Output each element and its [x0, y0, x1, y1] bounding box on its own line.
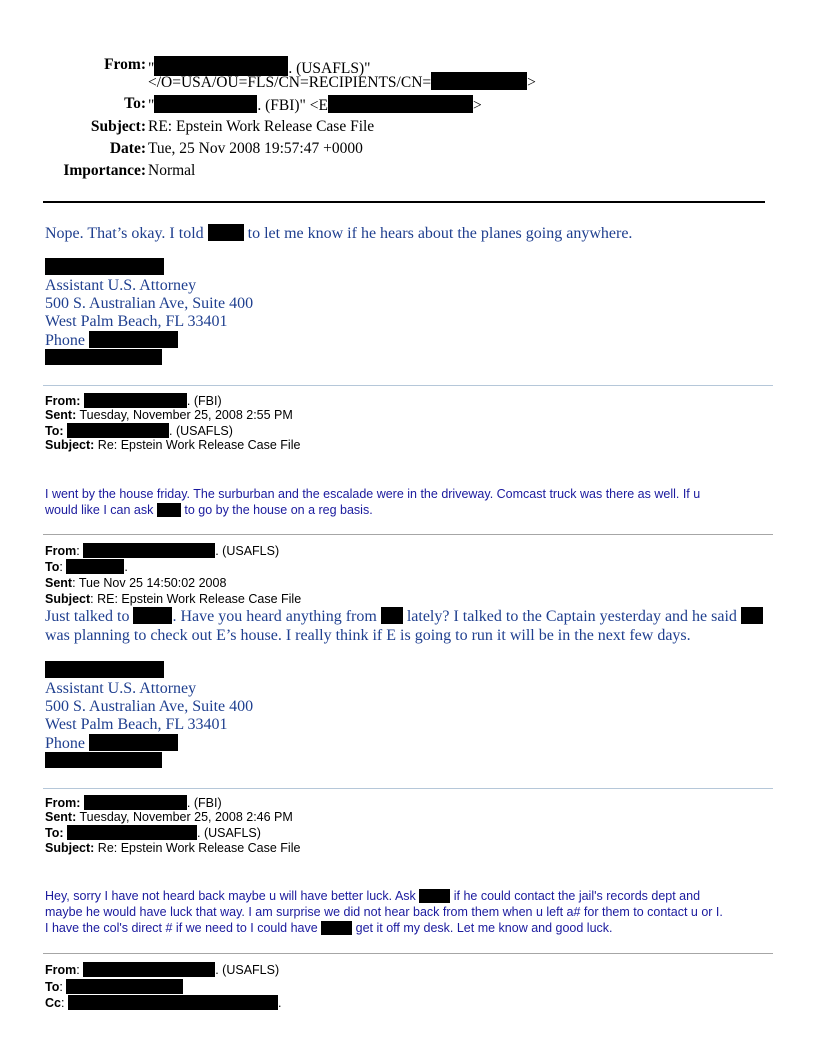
msg2-line-1: I went by the house friday. The surburban and the escalade were in the driveway. Comcast truck was there as well. If u [45, 487, 701, 501]
signature-address-line-2: West Palm Beach, FL 33401 [45, 716, 228, 733]
date-label: Date: [109, 140, 146, 157]
from-address: </O=USA/OU=FLS/CN=RECIPIENTS/CN= > [148, 74, 536, 91]
hdr3-sent: Sent: Tue Nov 25 14:50:02 2008 [45, 576, 227, 590]
redaction [67, 825, 197, 840]
redaction [157, 503, 181, 517]
msg3-line-1: Just talked to . Have you heard anything from lately? I talked to the Captain yesterday and he said [45, 607, 763, 626]
redaction [154, 95, 257, 113]
redaction [67, 423, 169, 438]
hdr5-from: From: . (USAFLS) [45, 963, 280, 977]
hdr4-subject: Subject: Re: Epstein Work Release Case File [45, 841, 301, 855]
hdr2-to: To: . (USAFLS) [45, 424, 233, 438]
redaction [45, 661, 164, 678]
hdr3-to: To: . [45, 560, 128, 574]
signature-address-line-1: 500 S. Australian Ave, Suite 400 [45, 295, 254, 312]
redaction [89, 331, 178, 348]
signature-title: Assistant U.S. Attorney [45, 277, 197, 294]
redaction [208, 224, 244, 241]
importance-label: Importance: [63, 162, 146, 179]
message-divider [43, 788, 773, 789]
msg3-line-2: was planning to check out E’s house. I really think if E is going to run it will be in the next few days. [45, 627, 691, 644]
redaction [66, 979, 183, 994]
msg4-line-3: I have the col's direct # if we need to I could have get it off my desk. Let me know and good luck. [45, 921, 613, 935]
signature-address-line-1: 500 S. Australian Ave, Suite 400 [45, 698, 254, 715]
hdr5-cc: Cc: . [45, 996, 282, 1010]
hdr4-sent: Sent: Tuesday, November 25, 2008 2:46 PM [45, 810, 293, 824]
redaction [45, 752, 162, 768]
header-divider [43, 201, 765, 203]
message-divider [43, 953, 773, 954]
to-value: " . (FBI)" <E > [148, 97, 482, 114]
signature-phone: Phone [45, 734, 178, 753]
signature-address-line-2: West Palm Beach, FL 33401 [45, 313, 228, 330]
hdr2-from: From: . (FBI) [45, 394, 222, 408]
redaction [431, 72, 527, 90]
redaction [66, 559, 124, 574]
redaction [68, 995, 278, 1010]
redaction [321, 921, 352, 935]
from-label: From: [104, 56, 146, 73]
hdr4-from: From: . (FBI) [45, 796, 222, 810]
redaction [45, 349, 162, 365]
msg4-line-2: maybe he would have luck that way. I am surprise we did not hear back from them when u left a# for them to contact u or I. [45, 905, 723, 919]
importance-value: Normal [148, 162, 196, 179]
redaction [133, 607, 172, 624]
msg4-line-1: Hey, sorry I have not heard back maybe u will have better luck. Ask if he could contact the jail's records dept and [45, 889, 701, 903]
redaction [381, 607, 403, 624]
redaction [83, 543, 215, 558]
hdr2-subject: Subject: Re: Epstein Work Release Case File [45, 438, 301, 452]
redaction [84, 393, 187, 408]
subject-label: Subject: [90, 118, 146, 135]
message-divider [43, 385, 773, 386]
from-value: " . (USAFLS)" [148, 56, 370, 78]
hdr3-from: From: . (USAFLS) [45, 544, 280, 558]
redaction [84, 795, 187, 810]
hdr3-subject: Subject: RE: Epstein Work Release Case File [45, 592, 302, 606]
date-value: Tue, 25 Nov 2008 19:57:47 +0000 [148, 140, 363, 157]
redaction [419, 889, 450, 903]
redaction [89, 734, 178, 751]
hdr5-to: To: [45, 979, 183, 994]
hdr2-sent: Sent: Tuesday, November 25, 2008 2:55 PM [45, 408, 293, 422]
redaction [328, 95, 473, 113]
signature-phone: Phone [45, 331, 178, 350]
redaction [45, 258, 164, 275]
msg2-line-2: would like I can ask to go by the house on a reg basis. [45, 503, 373, 517]
redaction [741, 607, 763, 624]
message-1-body: Nope. That’s okay. I told to let me know if he hears about the planes going anywhere. [45, 225, 633, 242]
message-divider [43, 534, 773, 535]
subject-value: RE: Epstein Work Release Case File [148, 118, 375, 135]
redaction [83, 962, 215, 977]
signature-title: Assistant U.S. Attorney [45, 680, 197, 697]
to-label: To: [124, 95, 146, 112]
hdr4-to: To: . (USAFLS) [45, 826, 261, 840]
